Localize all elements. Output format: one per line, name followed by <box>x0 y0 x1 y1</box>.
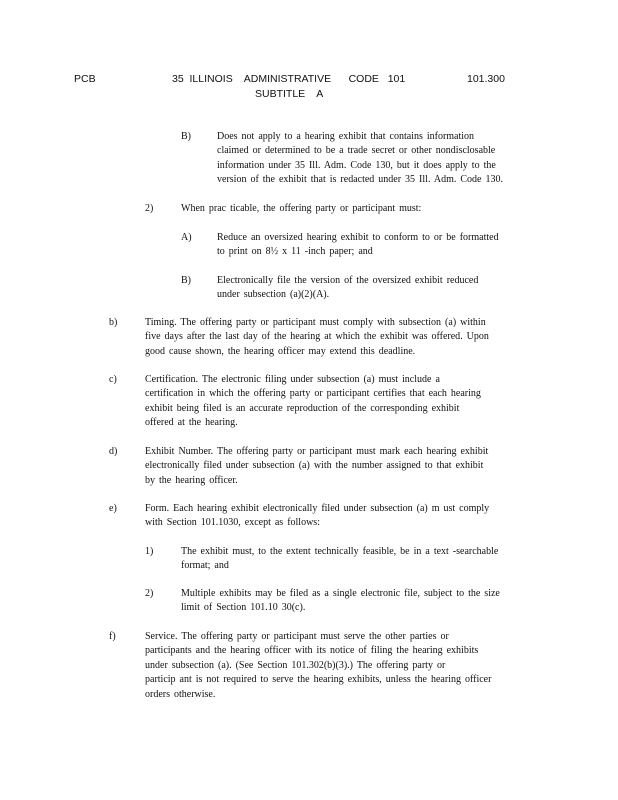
item-label: d) <box>109 446 118 457</box>
item-label: A) <box>181 232 192 243</box>
item-label: b) <box>109 317 118 328</box>
item-text: Timing. The offering party or participant must comply with subsection (a) within five days after the last day of the hearing at which the exhibit was offered. Upon good cause shown, the hearing officer may extend this deadline. <box>145 317 489 357</box>
item-text: Multiple exhibits may be filed as a single electronic file, subject to the size limit of Section 101.10 30(c). <box>181 588 500 614</box>
header-title: 35 ILLINOIS ADMINISTRATIVE CODE 101 <box>172 73 406 85</box>
item-label: 2) <box>145 588 154 599</box>
item-label: c) <box>109 374 117 385</box>
item-label: 1) <box>145 546 154 557</box>
item-label: 2) <box>145 203 154 214</box>
item-text: Service. The offering party or participant must serve the other parties or participants and the hearing officer with its notice of filing the hearing exhibits under subsection (a). (See Section 101.302(b)(3).) The offering party or particip ant is not required to serve the hearing exhibits, unless the hearing officer orders otherwise. <box>145 631 492 700</box>
item-label: B) <box>181 275 191 286</box>
item-text: Certification. The electronic filing under subsection (a) must include a certification in which the offering party or participant certifies that each hearing exhibit being filed is an accurate reproduction of the corresponding exhibit offered at the hearing. <box>145 374 481 429</box>
item-text: Reduce an oversized hearing exhibit to conform to or be formatted to print on 8½ x 11 -inch paper; and <box>217 232 499 258</box>
item-text: Does not apply to a hearing exhibit that contains information claimed or determined to be a trade secret or other nondisclosable information under 35 Ill. Adm. Code 130, but it does apply to the version of the exhibit that is redacted under 35 Ill. Adm. Code 130. <box>217 131 503 186</box>
item-label: B) <box>181 131 191 142</box>
header-subtitle: SUBTITLE A <box>255 88 324 100</box>
item-label: e) <box>109 503 117 514</box>
item-text: Exhibit Number. The offering party or participant must mark each hearing exhibit electronically filed under subsection (a) with the number assigned to that exhibit by the hearing officer. <box>145 446 489 486</box>
item-text: Form. Each hearing exhibit electronically filed under subsection (a) m ust comply with Section 101.1030, except as follows: <box>145 503 490 529</box>
item-text: When prac ticable, the offering party or participant must: <box>181 203 422 214</box>
item-text: The exhibit must, to the extent technically feasible, be in a text -searchable format; and <box>181 546 499 572</box>
header-section: 101.300 <box>467 73 505 85</box>
header-agency: PCB <box>74 73 96 85</box>
item-label: f) <box>109 631 116 642</box>
item-text: Electronically file the version of the oversized exhibit reduced under subsection (a)(2)(A). <box>217 275 479 301</box>
